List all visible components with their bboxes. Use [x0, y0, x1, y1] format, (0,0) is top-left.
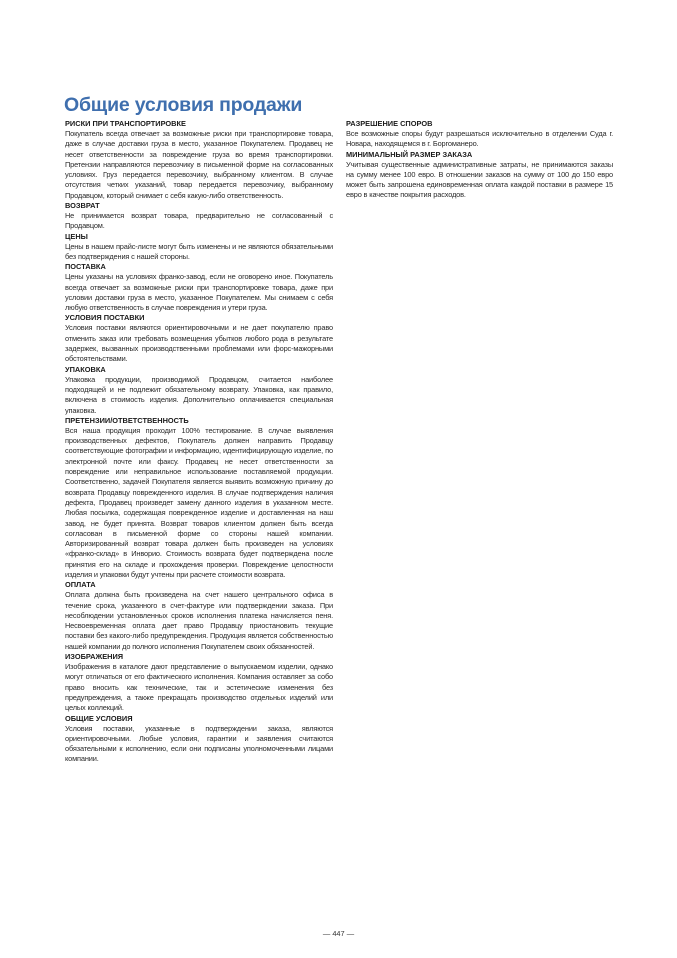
- section-title: ПРЕТЕНЗИИ/ОТВЕТСТВЕННОСТЬ: [65, 415, 189, 425]
- section-body: Покупатель всегда отвечает за возможные риски при транспортировке товара, даже в случае доставки груза в место, указанное Покупателем. Продавец не несет ответственности за повреждение груза во время транспортировки. Претензии направляются перевозчику в письменной форме на согласованных условиях. Груз передается перевозчику, выбранному клиентом. В случае отсутствия четких указаний, товар передается перевозчику, выбранному Продавцом, который снимает с себя какую-либо ответственность.: [65, 129, 333, 200]
- right-column: [346, 119, 613, 201]
- section-minimum-order: [346, 150, 613, 201]
- section-title: УСЛОВИЯ ПОСТАВКИ: [65, 313, 145, 323]
- section-body: Все возможные споры будут разрешаться исключительно в отделении Суда г. Новара, находящемся в г. Боргоманеро.: [346, 129, 613, 149]
- section-title: ПОСТАВКА: [65, 262, 106, 272]
- section-body: Оплата должна быть произведена на счет нашего центрального офиса в течение срока, указанного в счет-фактуре или подтверждении заказа. При несоблюдении установленных сроков исполнения платежа начисляется пеня. Несвоевременная оплата дает право Продавцу приостановить текущие поставки без какого-либо предупреждения. Продукция является собственностью нашей компании до полного исполнения Покупателем своих обязанностей.: [65, 590, 333, 651]
- section-title: РИСКИ ПРИ ТРАНСПОРТИРОВКЕ: [65, 119, 186, 128]
- section-payment: [65, 580, 333, 652]
- section-delivery: [65, 262, 333, 313]
- section-general-terms: [65, 714, 333, 765]
- section-title: ОБЩИЕ УСЛОВИЯ: [65, 713, 133, 723]
- section-title: УПАКОВКА: [65, 364, 106, 374]
- section-images: [65, 652, 333, 713]
- page-number: — 447 —: [322, 929, 355, 938]
- section-title: ИЗОБРАЖЕНИЯ: [65, 652, 124, 662]
- section-body: Вся наша продукция проходит 100% тестирование. В случае выявления производственных дефектов, Покупатель должен направить Продавцу соответствующие фотографии и информацию, идентифицирующую изделие, по электронной почте или факсу. Продавец не несет ответственности за повреждение или неправильное использование поставляемой продукции. Соответственно, задачей Покупателя является выявить возможную причину до возврата Продавцу поврежденного изделия. В случае подтверждения наличия дефекта, Продавец произведет замену данного изделия в указанном месте. Любая посылка, содержащая поврежденное изделие и доставленная на наш завод, не будет принята. Возврат товаров клиентом должен быть всегда согласован в письменной форме со стороны нашей компании. Авторизированный возврат товара должен быть произведен на условиях «франко-склад» в Инворио. Стоимость возврата будет подтверждена после принятия его на складе и прохождения проверки. Повреждение целостности изделия и упаковки будут учтены при расчете стоимости возврата.: [65, 425, 333, 579]
- section-transport-risks: [65, 119, 333, 201]
- section-body: Упаковка продукции, производимой Продавцом, считается наиболее подходящей и не подлежит обязательному возврату. Упаковка, как правило, включена в стоимость изделия. Дополнительно оплачивается специальная упаковка.: [65, 374, 333, 415]
- section-body: Условия поставки являются ориентировочными и не дает покупателю право отменить заказ или требовать возмещения убытков любого рода в результате задержек, вызванных производственными проблемами или форс-мажорными обстоятельствами.: [65, 323, 333, 364]
- section-body: Не принимается возврат товара, предварительно не согласованный с Продавцом.: [65, 211, 333, 231]
- section-title: ЦЕНЫ: [65, 231, 88, 241]
- section-body: Цены указаны на условиях франко-завод, если не оговорено иное. Покупатель всегда отвечает за возможные риски при транспортировке товара, даже при условии доставки груза в место, указанное Покупателем. Мы снимаем с себя любую ответственность в случае повреждения и утери груза.: [65, 272, 333, 313]
- section-disputes: [346, 119, 613, 150]
- section-title: ОПЛАТА: [65, 580, 96, 590]
- section-prices: [65, 232, 333, 263]
- section-title: МИНИМАЛЬНЫЙ РАЗМЕР ЗАКАЗА: [346, 149, 473, 159]
- section-returns: [65, 201, 333, 232]
- page-title: Общие условия продажи: [64, 94, 303, 116]
- section-title: ВОЗВРАТ: [65, 201, 100, 211]
- left-column: [65, 119, 333, 765]
- section-claims: [65, 416, 333, 580]
- section-body: Изображения в каталоге дают представление о выпускаемом изделии, однако могут отличаться от его фактического исполнения. Компания оставляет за собо право вносить как технические, так и эстетические изменения без предупреждения, а также прекращать производство отдельных изделий или целых коллекций.: [65, 662, 333, 713]
- section-title: РАЗРЕШЕНИЕ СПОРОВ: [346, 119, 433, 128]
- section-body: Цены в нашем прайс-листе могут быть изменены и не являются обязательными без подтверждения с нашей стороны.: [65, 241, 333, 261]
- section-packaging: [65, 365, 333, 416]
- section-body: Условия поставки, указанные в подтверждении заказа, являются ориентировочными. Любые условия, гарантии и заявления считаются обязательными к исполнению, если они подписаны уполномоченными лицами компании.: [65, 723, 333, 764]
- section-body: Учитывая существенные административные затраты, не принимаются заказы на сумму менее 100 евро. В отношении заказов на сумму от 100 до 150 евро может быть запрошена единовременная оплата каждой поставки в размере 15 евро в качестве покрытия расходов.: [346, 159, 613, 200]
- section-delivery-terms: [65, 313, 333, 364]
